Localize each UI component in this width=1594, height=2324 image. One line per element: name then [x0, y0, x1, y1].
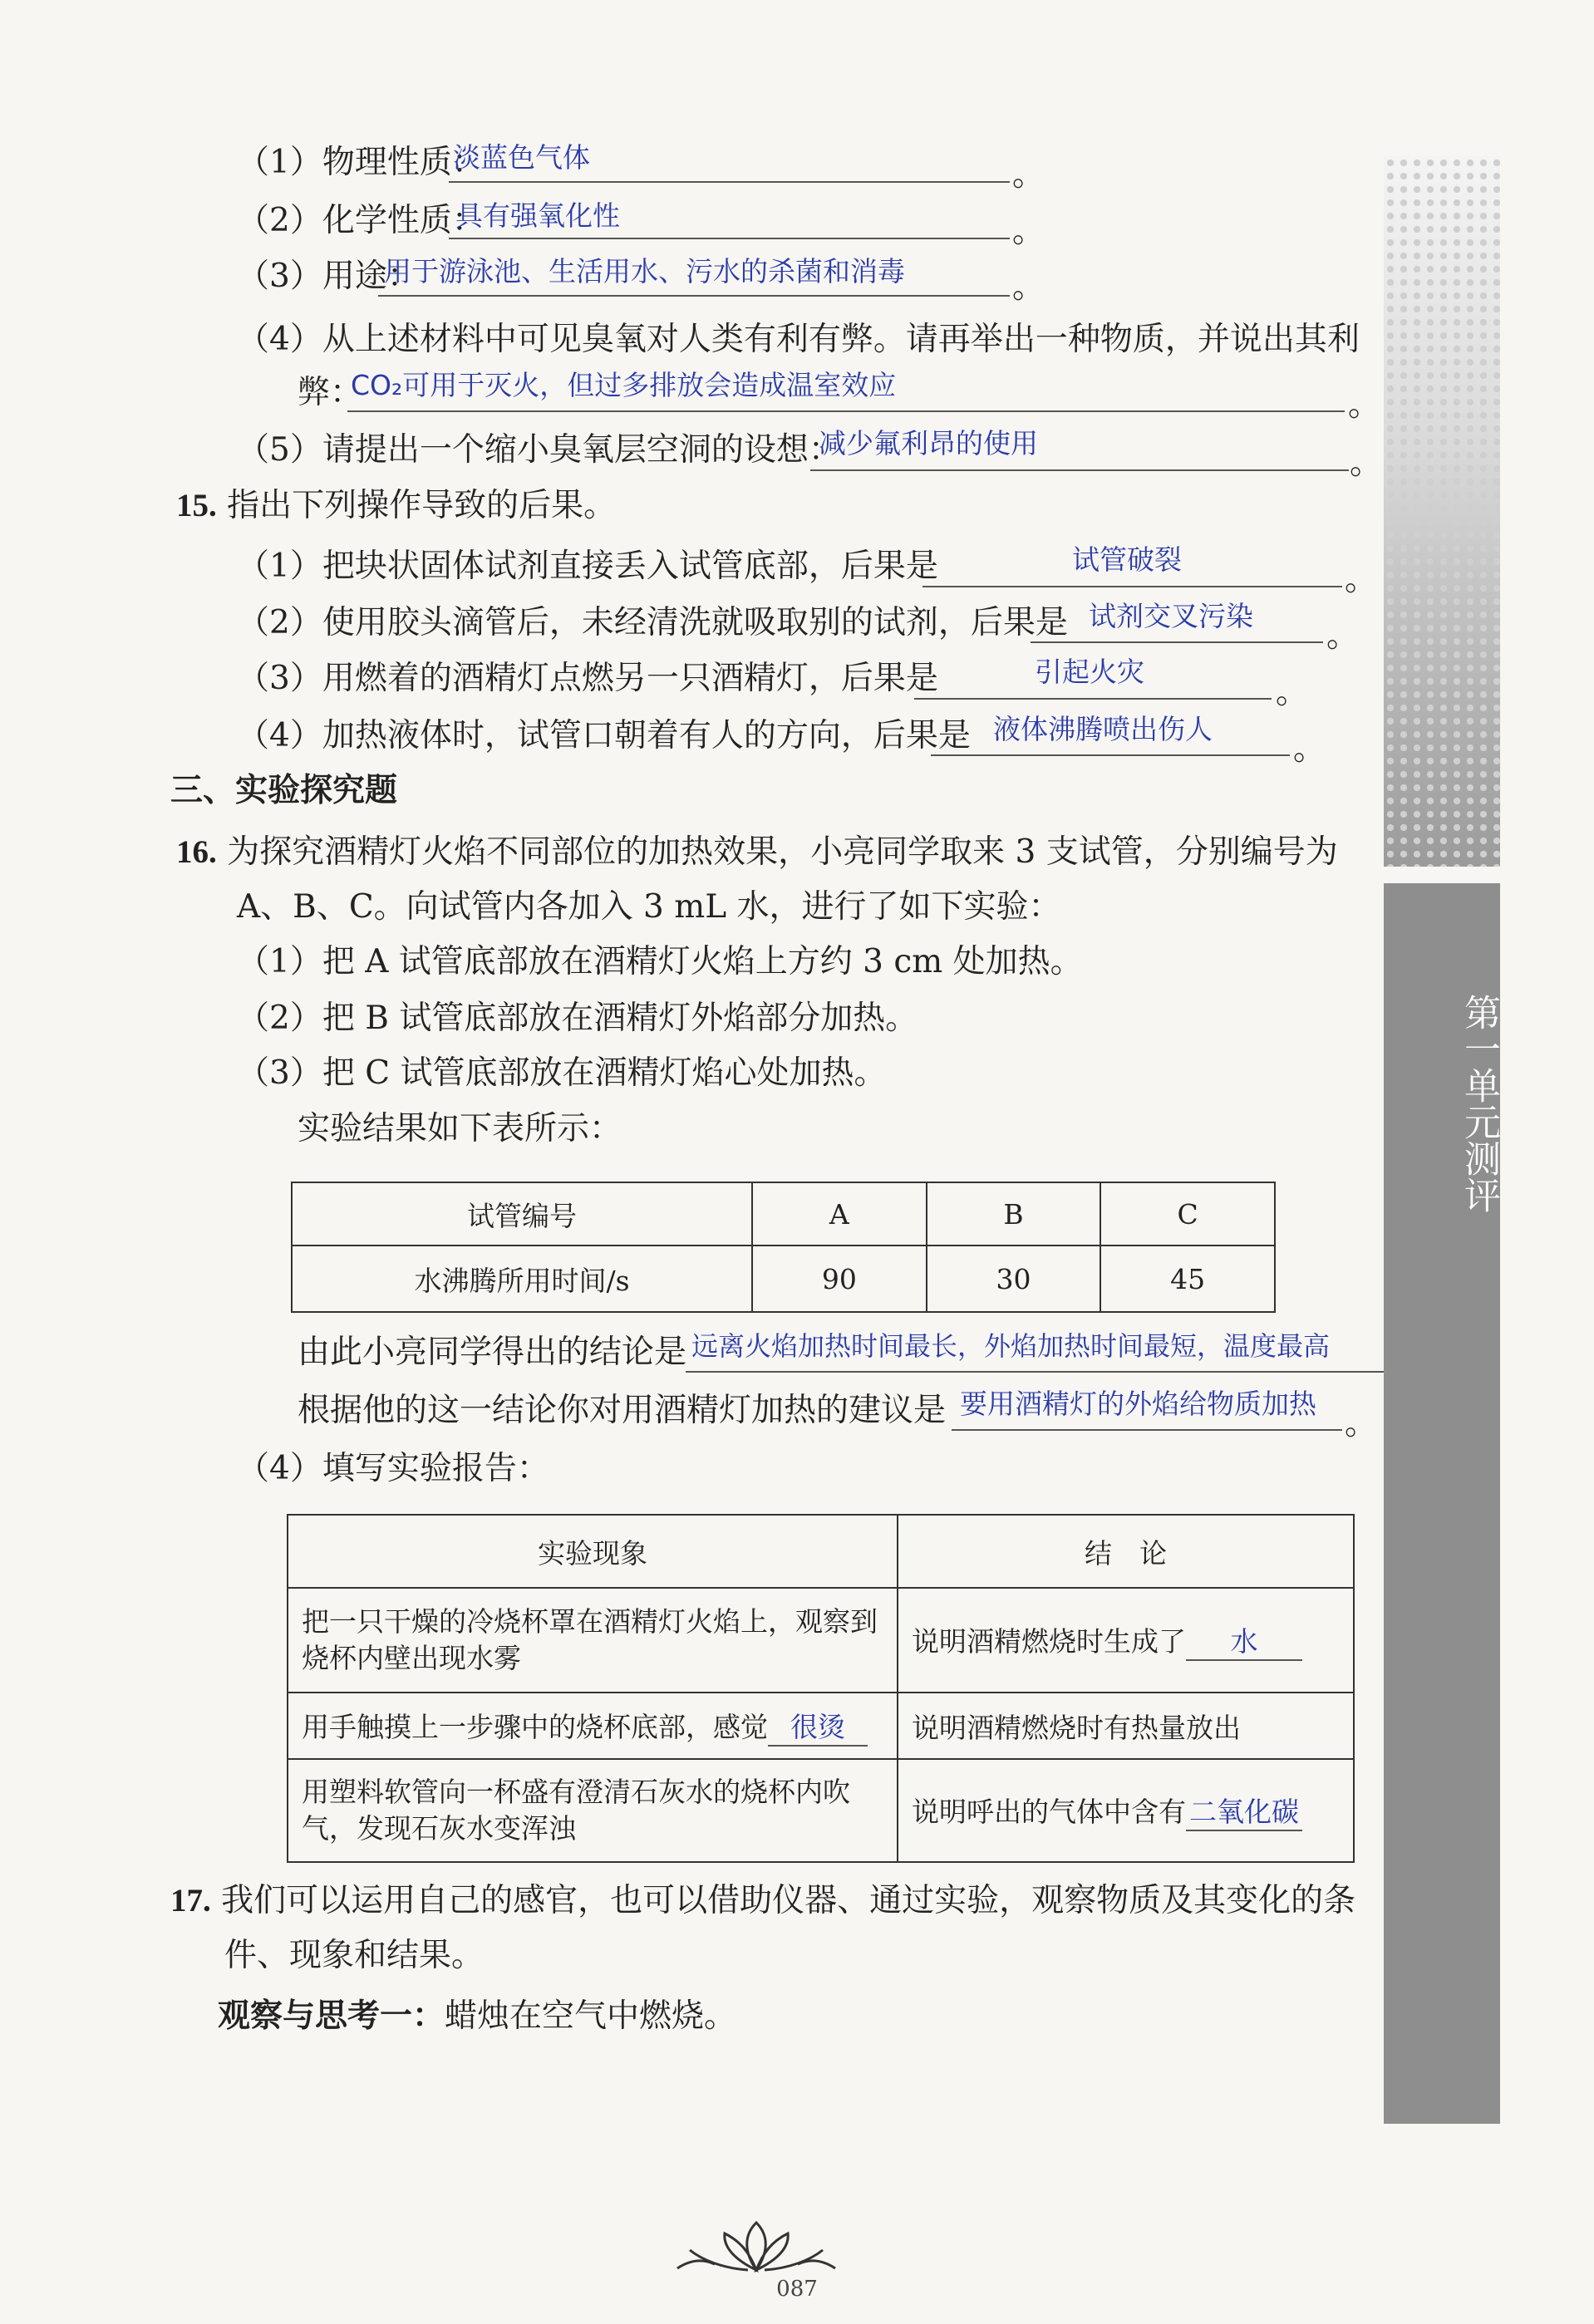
cell-line: 用塑料软管向一杯盛有澄清石灰水的烧杯内吹: [302, 1776, 850, 1808]
q14-p3-answer: 用于游泳池、生活用水、污水的杀菌和消毒: [384, 255, 905, 287]
q15-p1: （1）把块状固体试剂直接丢入试管底部，后果是: [237, 548, 938, 585]
q14-p5-answer: 减少氟利昂的使用: [819, 427, 1038, 459]
table-cell: [898, 1759, 1354, 1862]
page-number: 087: [776, 2277, 818, 2302]
q16-step3: （3）把 C 试管底部放在酒精灯焰心处加热。: [237, 1054, 887, 1092]
period: 。: [1276, 674, 1309, 711]
table-cell: [288, 1588, 898, 1693]
q15-p2: （2）使用胶头滴管后，未经清洗就吸取别的试剂，后果是: [237, 604, 1068, 641]
q16-step4: （4）填写实验报告：: [237, 1450, 549, 1487]
table-row: [288, 1693, 1354, 1759]
q14-p1: （1）物理性质：: [237, 144, 485, 181]
cell-line: 烧杯内壁出现水雾: [302, 1642, 521, 1674]
q14-p2-answer: 具有强氧化性: [455, 199, 620, 232]
period: 。: [1012, 213, 1045, 250]
answer-underline: [686, 1371, 1384, 1373]
q14-p4-line1: （4）从上述材料中可见臭氧对人类有利有弊。请再举出一种物质，并说出其利: [237, 321, 1360, 358]
answer-underline: [914, 698, 1272, 700]
q17-line1: 17. 我们可以运用自己的感官，也可以借助仪器、通过实验，观察物质及其变化的条: [170, 1882, 1356, 1919]
q16-conclusion-answer: 远离火焰加热时间最长，外焰加热时间最短，温度最高: [691, 1330, 1331, 1362]
period: 。: [1348, 386, 1381, 424]
q15-p4: （4）加热液体时，试管口朝着有人的方向，后果是: [237, 717, 971, 754]
table-row: [292, 1182, 1275, 1246]
answer-underline: [922, 586, 1342, 587]
table-header: 实验现象: [288, 1515, 898, 1588]
answer-underline: [810, 469, 1349, 471]
cell-line: 气，发现石灰水变浑浊: [302, 1812, 576, 1845]
q17-line2: 件、现象和结果。: [224, 1937, 485, 1974]
q15-a1: 试管破裂: [1072, 543, 1182, 576]
q16-advice-label: 根据他的这一结论你对用酒精灯加热的建议是: [298, 1392, 947, 1429]
q14-p4-line2: 弊：: [298, 374, 363, 411]
q14-p1-answer: 淡蓝色气体: [453, 141, 590, 174]
cell-text: 说明呼出的气体中含有: [912, 1795, 1186, 1828]
q15-a3: 引起火灾: [1035, 656, 1144, 688]
table-cell: 45: [1100, 1246, 1275, 1312]
answer-underline: [347, 410, 1345, 412]
table-cell: B: [927, 1182, 1101, 1246]
q15-title: 15. 指出下列操作导致的后果。: [176, 487, 617, 524]
period: 。: [1345, 1405, 1378, 1442]
chapter-title: 第一单元测评: [1458, 994, 1500, 1213]
table-cell: [898, 1588, 1354, 1693]
report-table: [287, 1514, 1355, 1863]
q16-step2: （2）把 B 试管底部放在酒精灯外焰部分加热。: [237, 1000, 918, 1037]
table-header: 结 论: [898, 1515, 1354, 1588]
table-cell: [288, 1693, 898, 1759]
answer-underline: [1031, 641, 1323, 643]
q14-p4-answer: CO₂可用于灭火，但过多排放会造成温室效应: [351, 369, 897, 401]
period: 。: [1350, 445, 1383, 482]
period: 。: [1012, 268, 1045, 306]
q16-line1: 16. 为探究酒精灯火焰不同部位的加热效果，小亮同学取来 3 支试管，分别编号为: [176, 833, 1338, 871]
table-cell: 说明酒精燃烧时有热量放出: [898, 1693, 1354, 1759]
q16-line2: A、B、C。向试管内各加入 3 mL 水，进行了如下实验：: [237, 888, 1061, 926]
table-cell: 30: [927, 1246, 1101, 1312]
table-cell: [288, 1759, 898, 1862]
q14-p3: （3）用途：: [237, 258, 420, 295]
leaf-ornament-icon: [665, 2218, 848, 2277]
q16-conclusion-label: 由此小亮同学得出的结论是: [298, 1334, 687, 1371]
answer-underline: [449, 181, 1010, 183]
table-row: [292, 1246, 1275, 1312]
cell-answer: 二氧化碳: [1186, 1791, 1302, 1831]
sidebar-pattern: [1384, 156, 1500, 871]
sidebar-divider: [1384, 867, 1500, 883]
cell-text: 说明酒精燃烧时生成了: [912, 1624, 1186, 1658]
q15-a2: 试剂交叉污染: [1089, 600, 1253, 632]
table-row: [288, 1515, 1354, 1588]
period: 。: [1012, 156, 1045, 194]
answer-underline: [449, 238, 1010, 239]
q14-p2: （2）化学性质：: [237, 202, 485, 239]
table-cell: C: [1100, 1182, 1275, 1246]
results-table: [291, 1182, 1276, 1313]
cell-answer: 很烫: [768, 1706, 868, 1747]
period: 。: [1345, 561, 1378, 598]
period: 。: [1293, 730, 1326, 768]
period: 。: [1326, 617, 1360, 655]
chapter-sidebar: [1384, 156, 1500, 2124]
table-row: [288, 1759, 1354, 1862]
table-row: [288, 1588, 1354, 1693]
cell-text: 用手触摸上一步骤中的烧杯底部，感觉: [302, 1710, 768, 1743]
q15-p3: （3）用燃着的酒精灯点燃另一只酒精灯，后果是: [237, 660, 938, 697]
table-cell: 试管编号: [292, 1182, 752, 1246]
cell-line: 把一只干燥的冷烧杯罩在酒精灯火焰上，观察到: [302, 1605, 878, 1638]
q16-step1: （1）把 A 试管底部放在酒精灯火焰上方约 3 cm 处加热。: [237, 943, 1083, 980]
q15-a4: 液体沸腾喷出伤人: [993, 713, 1213, 745]
cell-answer: 水: [1186, 1620, 1302, 1661]
answer-underline: [378, 295, 1010, 297]
q17-sub: 观察与思考一：蜡烛在空气中燃烧。: [218, 1997, 737, 2035]
answer-underline: [931, 754, 1290, 756]
section-heading: 三、实验探究题: [170, 771, 398, 809]
answer-underline: [952, 1429, 1342, 1431]
table-cell: 水沸腾所用时间/s: [292, 1246, 752, 1312]
table-cell: A: [752, 1182, 927, 1246]
q16-result-intro: 实验结果如下表所示：: [298, 1110, 622, 1147]
q14-p5: （5）请提出一个缩小臭氧层空洞的设想：: [237, 431, 841, 469]
q16-advice-answer: 要用酒精灯的外焰给物质加热: [960, 1388, 1316, 1420]
table-cell: 90: [752, 1246, 927, 1312]
